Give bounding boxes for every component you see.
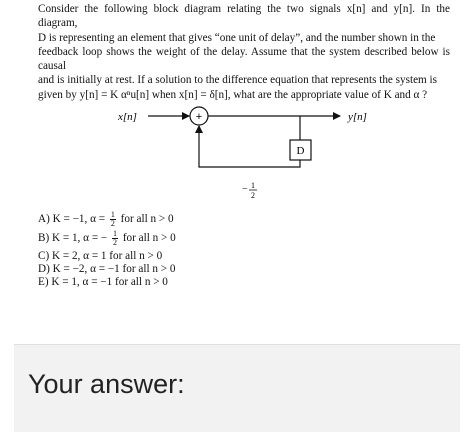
adder-symbol: + <box>195 111 203 123</box>
block-diagram <box>0 100 474 210</box>
option-d: D) K = −2, α = −1 for all n > 0 <box>38 263 176 275</box>
gain-numerator: 1 <box>251 181 255 190</box>
fraction: $\frac{1}{2}$ <box>113 229 118 247</box>
question-line: and is initially at rest. If a solution to the difference equation that represents the system is <box>38 74 438 87</box>
question-line: D is representing an element that gives “one unit of delay”, and the number shown in the <box>38 31 436 44</box>
feedback-return-line <box>199 126 300 167</box>
option-e: E) K = 1, α = −1 for all n > 0 <box>38 276 168 288</box>
input-label: x[n] <box>118 111 137 123</box>
option-b: B) K = 1, α = − $\frac{1}{2}$ for all n > 0 <box>38 229 176 247</box>
fraction: $\frac{1}{2}$ <box>110 210 115 228</box>
output-label: y[n] <box>348 111 367 123</box>
option-a: A) K = −1, α = $\frac{1}{2}$ for all n > 0 <box>38 210 174 228</box>
option-c: C) K = 2, α = 1 for all n > 0 <box>38 250 163 262</box>
answer-label: Your answer: <box>28 369 185 399</box>
delay-label: D <box>296 145 305 157</box>
gain-denominator: 2 <box>251 191 255 200</box>
gain-sign: − <box>242 184 248 195</box>
question-line: given by y[n] = K αⁿu[n] when x[n] = δ[n], what are the appropriate value of K and α ? <box>38 88 428 101</box>
question-line: Consider the following block diagram relating the two signals x[n] and y[n]. In the diagram, <box>38 3 450 30</box>
answer-field[interactable] <box>14 344 460 432</box>
question-text <box>38 2 450 102</box>
question-line: feedback loop shows the weight of the delay. Assume that the system described below is causal <box>38 45 450 73</box>
